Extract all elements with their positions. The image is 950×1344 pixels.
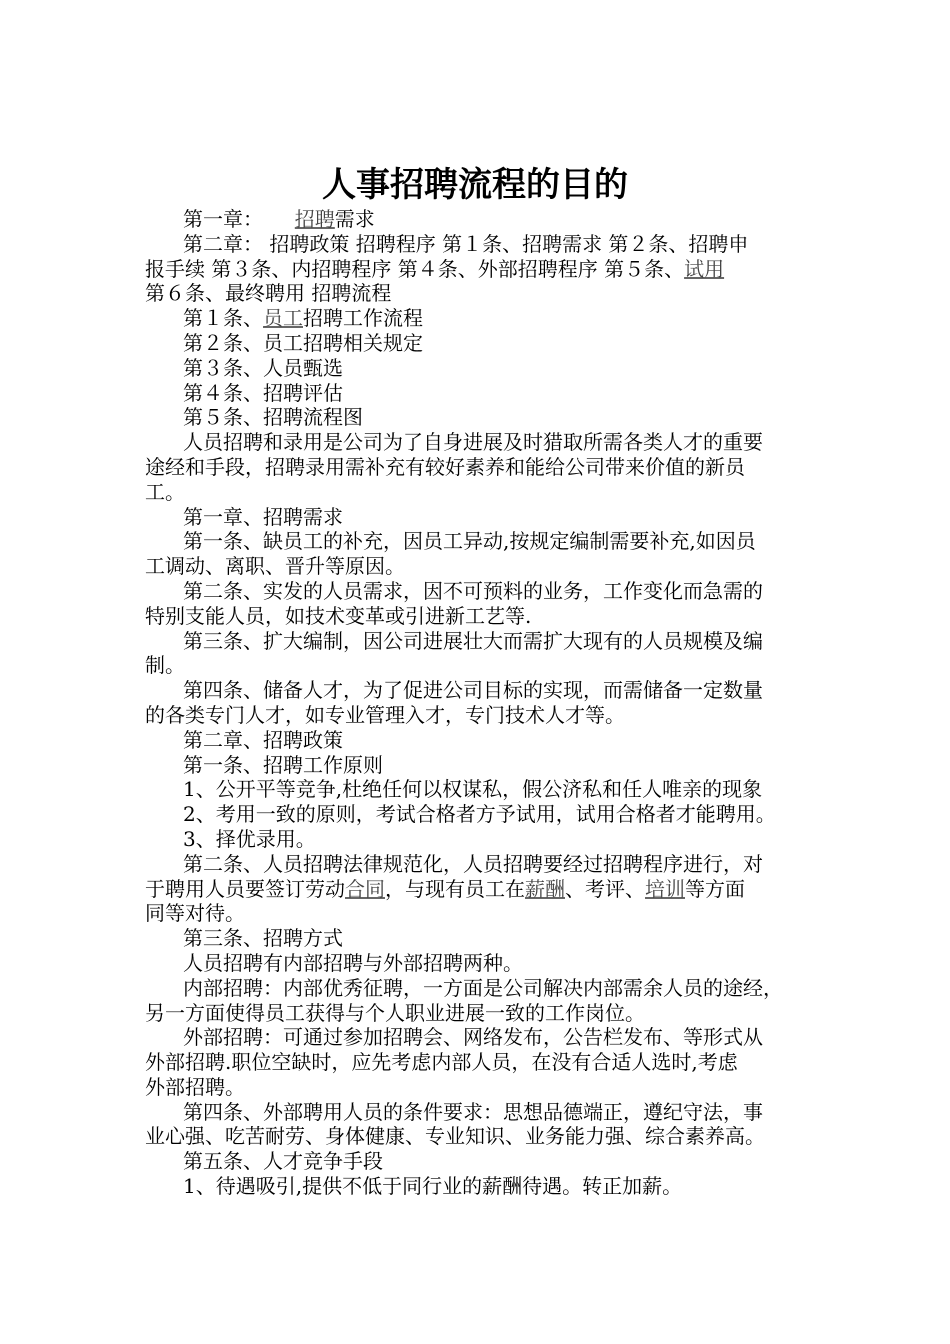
toc-chapter-2-cont: 报手续 第３条、内招聘程序 第４条、外部招聘程序 第５条、试用 — [145, 256, 725, 281]
toc-item-5: 第５条、招聘流程图 — [183, 405, 363, 430]
link-training[interactable]: 培训 — [645, 876, 685, 901]
ch2-method-3-cont: 外部招聘.职位空缺时，应先考虑内部人员，在没有合适人选时,考虑 — [145, 1050, 738, 1075]
toc-item-3: 第３条、人员甄选 — [183, 355, 343, 380]
ch2-article-4-cont: 业心强、吃苦耐劳、身体健康、专业知识、业务能力强、综合素养高。 — [145, 1124, 765, 1149]
ch2-article-2: 第二条、人员招聘法律规范化，人员招聘要经过招聘程序进行，对 — [183, 851, 763, 876]
ch2-method-1: 人员招聘有内部招聘与外部招聘两种。 — [183, 950, 523, 975]
intro-line-2: 途经和手段，招聘录用需补充有较好素养和能给公司带来价值的新员 — [145, 454, 745, 479]
ch2-article-3: 第三条、招聘方式 — [183, 926, 343, 951]
document-title: 人事招聘流程的目的 — [322, 165, 628, 205]
ch2-method-2-cont: 另一方面使得员工获得与个人职业进展一致的工作岗位。 — [145, 1000, 645, 1025]
link-employee[interactable]: 员工 — [263, 306, 303, 331]
chapter-2-heading: 第二章、招聘政策 — [183, 727, 343, 752]
ch1-article-2: 第二条、实发的人员需求，因不可预料的业务，工作变化而急需的 — [183, 578, 763, 603]
toc-item-1: 第１条、员工招聘工作流程 — [183, 306, 423, 331]
ch1-article-3: 第三条、扩大编制，因公司进展壮大而需扩大现有的人员规模及编 — [183, 628, 763, 653]
toc-item-4: 第４条、招聘评估 — [183, 380, 343, 405]
ch2-method-3: 外部招聘：可通过参加招聘会、网络发布，公告栏发布、等形式从 — [183, 1025, 763, 1050]
ch2-article-2-cont2: 同等对待。 — [145, 901, 245, 926]
ch1-article-3-cont: 制。 — [145, 653, 185, 678]
ch1-article-4: 第四条、储备人才，为了促进公司目标的实现，而需储备一定数量 — [183, 678, 763, 703]
ch2-principle-2: 2、考用一致的原则，考试合格者方予试用，试用合格者才能聘用。 — [183, 802, 776, 827]
ch1-article-1: 第一条、缺员工的补充，因员工异动,按规定编制需要补充,如因员 — [183, 529, 756, 554]
ch1-article-1-cont: 工调动、离职、晋升等原因。 — [145, 554, 405, 579]
toc-item-2: 第２条、员工招聘相关规定 — [183, 330, 423, 355]
intro-line-3: 工。 — [145, 479, 185, 504]
ch2-principle-3: 3、择优录用。 — [183, 826, 316, 851]
ch2-method-3-cont2: 外部招聘。 — [145, 1074, 245, 1099]
ch2-method-2: 内部招聘：内部优秀征聘，一方面是公司解决内部需余人员的途经， — [183, 975, 783, 1000]
ch2-principle-1: 1、公开平等竞争,杜绝任何以权谋私，假公济私和任人唯亲的现象 — [183, 777, 763, 802]
ch1-article-2-cont: 特别支能人员，如技术变革或引进新工艺等. — [145, 603, 532, 628]
ch2-article-2-cont: 于聘用人员要签订劳动合同，与现有员工在薪酬、考评、培训等方面 — [145, 876, 745, 901]
toc-chapter-2-cont2: 第６条、最终聘用 招聘流程 — [145, 281, 392, 306]
ch2-competition-1: 1、待遇吸引,提供不低于同行业的薪酬待遇。转正加薪。 — [183, 1174, 683, 1199]
ch2-article-5: 第五条、人才竞争手段 — [183, 1149, 383, 1174]
link-recruitment[interactable]: 招聘 — [294, 207, 335, 231]
link-salary[interactable]: 薪酬 — [525, 876, 565, 901]
toc-chapter-1: 第一章： 招聘需求 — [183, 207, 375, 231]
chapter-1-heading: 第一章、招聘需求 — [183, 504, 343, 529]
ch1-article-4-cont: 的各类专门人才，如专业管理入才，专门技术人才等。 — [145, 702, 625, 727]
ch2-article-4: 第四条、外部聘用人员的条件要求：思想品德端正，遵纪守法，事 — [183, 1099, 763, 1124]
document-body — [145, 207, 813, 1199]
toc-chapter-2: 第二章： 招聘政策 招聘程序 第１条、招聘需求 第２条、招聘申 — [183, 231, 749, 256]
ch2-article-1: 第一条、招聘工作原则 — [183, 752, 383, 777]
intro-line-1: 人员招聘和录用是公司为了自身进展及时猎取所需各类人才的重要 — [183, 430, 763, 455]
link-probation[interactable]: 试用 — [684, 256, 725, 281]
link-contract[interactable]: 合同 — [345, 876, 385, 901]
